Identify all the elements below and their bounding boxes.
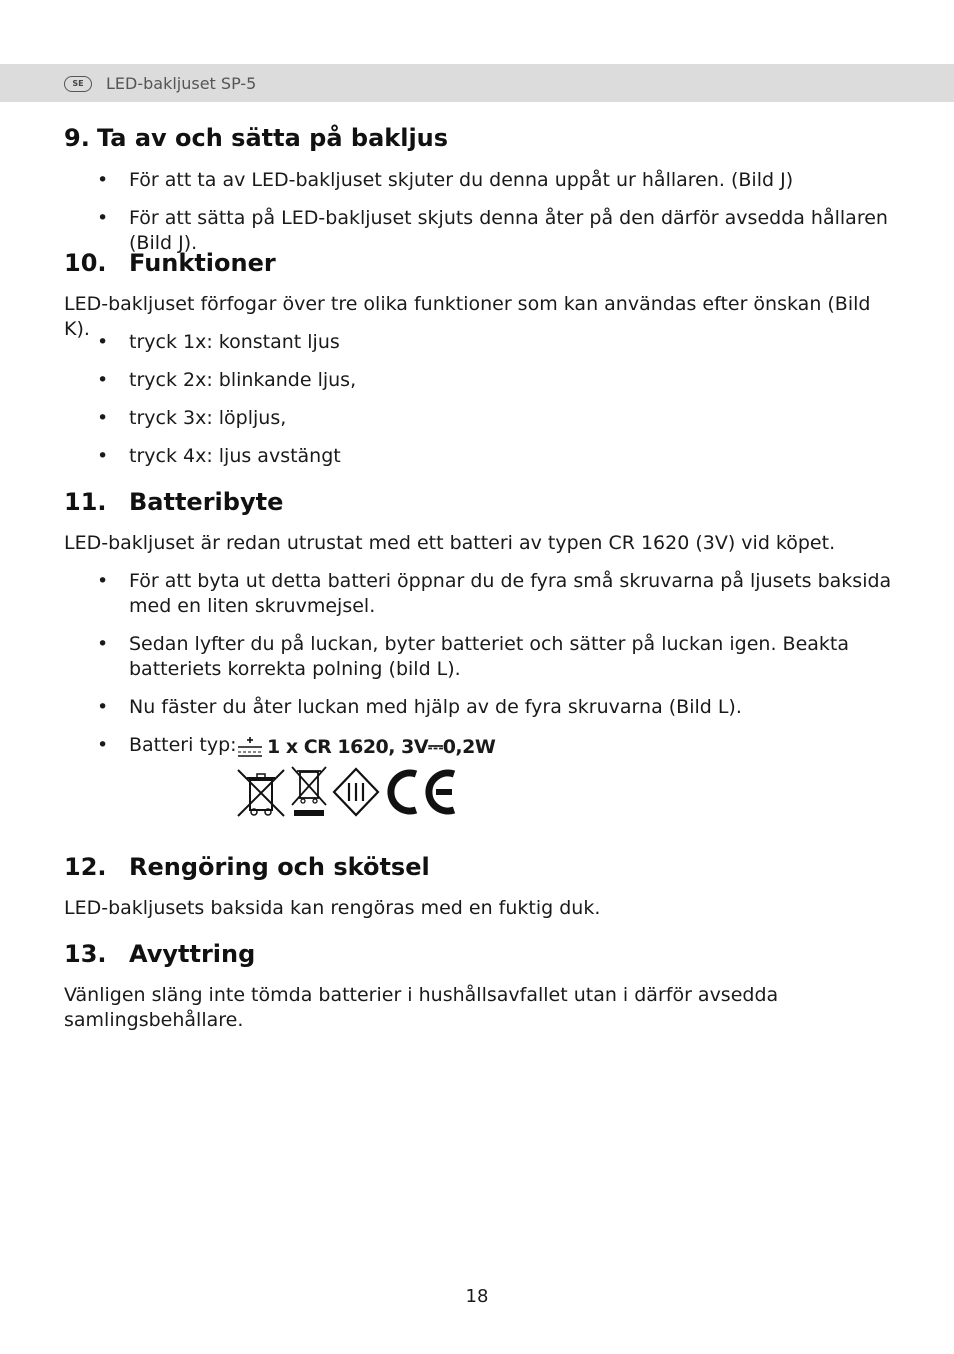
section-title: Avyttring <box>129 940 256 968</box>
ce-mark-icon <box>384 766 458 818</box>
list-item: • Batteri typ: <box>64 733 894 758</box>
section-number: 11. <box>64 488 107 516</box>
section-heading <box>64 124 894 152</box>
section-9 <box>64 124 894 152</box>
section-title: Rengöring och skötsel <box>129 853 430 881</box>
section-number: 10. <box>64 249 107 277</box>
section-intro: LED-bakljuset är redan utrustat med ett batteri av typen CR 1620 (3V) vid köpet. <box>64 532 836 554</box>
section-heading <box>64 940 894 968</box>
list-item: • För att sätta på LED-bakljuset skjuts denna åter på den därför avsedda hållaren (Bild J). <box>64 206 894 256</box>
weee-bin-bar-icon <box>290 766 328 818</box>
section-heading <box>64 249 894 277</box>
page-header <box>0 64 954 102</box>
battery-spec <box>236 736 495 758</box>
class-iii-icon <box>332 767 380 817</box>
list-item: • För att byta ut detta batteri öppnar du de fyra små skruvarna på ljusets baksida med en liten skruvmejsel. <box>64 569 894 619</box>
section-intro: Vänligen släng inte tömda batterier i hushållsavfallet utan i därför avsedda samlingsbehållare. <box>64 984 779 1031</box>
header-title: LED-bakljuset SP-5 <box>106 74 257 93</box>
section-intro: LED-bakljusets baksida kan rengöras med en fuktig duk. <box>64 897 601 919</box>
list-item: • För att ta av LED-bakljuset skjuter du denna uppåt ur hållaren. (Bild J) <box>64 168 894 193</box>
section-intro: LED-bakljuset förfogar över tre olika funktioner som kan användas efter önskan (Bild K). <box>64 293 871 340</box>
section-11-list <box>64 569 894 758</box>
section-title: Batteribyte <box>129 488 284 516</box>
section-number: 9. <box>64 124 90 152</box>
compliance-symbols <box>236 766 458 818</box>
list-item: • Nu fäster du åter luckan med hjälp av de fyra skruvarna (Bild L). <box>64 695 894 720</box>
section-number: 13. <box>64 940 107 968</box>
list-item: • tryck 1x: konstant ljus <box>64 330 894 355</box>
list-item: • tryck 4x: ljus avstängt <box>64 444 894 469</box>
section-title: Funktioner <box>129 249 276 277</box>
section-heading <box>64 853 894 881</box>
language-badge: SE <box>64 76 92 92</box>
section-10 <box>64 249 894 277</box>
list-item: • tryck 2x: blinkande ljus, <box>64 368 894 393</box>
section-12 <box>64 853 894 881</box>
battery-icon <box>236 736 264 758</box>
section-9-list <box>64 168 894 256</box>
section-number: 12. <box>64 853 107 881</box>
list-item: • tryck 3x: löpljus, <box>64 406 894 431</box>
battery-spec-text: 1 x CR 1620, 3V⎓0,2W <box>267 736 496 758</box>
section-13 <box>64 940 894 968</box>
section-11 <box>64 488 894 516</box>
weee-bin-icon <box>236 766 286 818</box>
section-heading <box>64 488 894 516</box>
section-10-list <box>64 330 894 469</box>
list-item: • Sedan lyfter du på luckan, byter batteriet och sätter på luckan igen. Beakta batteriets korrekta polning (bild L). <box>64 632 894 682</box>
section-title: Ta av och sätta på bakljus <box>97 124 449 152</box>
page-number: 18 <box>465 1286 489 1307</box>
